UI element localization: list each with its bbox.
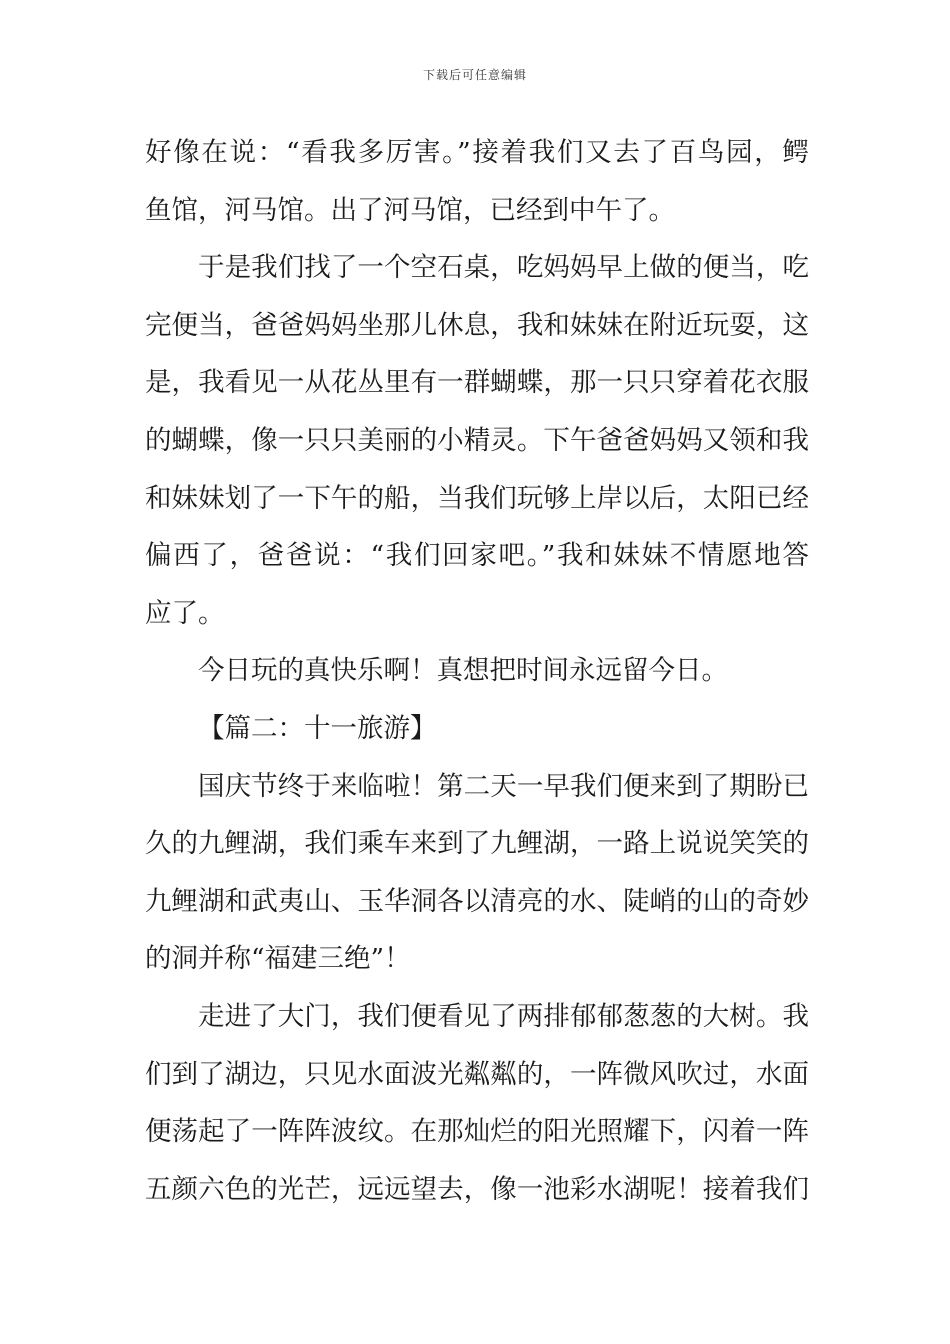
- text-line: 完便当，爸爸妈妈坐那儿休息，我和妹妹在附近玩耍，这: [145, 309, 809, 341]
- page-header: 下载后可任意编辑: [422, 68, 527, 82]
- text-line: 五颜六色的光芒，远远望去，像一池彩水湖呢！接着我们: [145, 1173, 809, 1205]
- text-line: 偏西了，爸爸说：“我们回家吧。”我和妹妹不情愿地答: [145, 540, 809, 572]
- text-line: 们到了湖边，只见水面波光粼粼的，一阵微风吹过，水面: [145, 1058, 809, 1090]
- text-line: 好像在说：“看我多厉害。”接着我们又去了百鸟园，鳄: [145, 137, 809, 168]
- text-line: 便荡起了一阵阵波纹。在那灿烂的阳光照耀下，闪着一阵: [145, 1116, 809, 1148]
- text-line: 的蝴蝶，像一只只美丽的小精灵。下午爸爸妈妈又领和我: [145, 424, 809, 456]
- text-line: 九鲤湖和武夷山、玉华洞各以清亮的水、陡峭的山的奇妙: [145, 885, 809, 917]
- text-line: 久的九鲤湖，我们乘车来到了九鲤湖，一路上说说笑笑的: [145, 828, 809, 860]
- text-line: 国庆节终于来临啦！第二天一早我们便来到了期盼已: [198, 770, 809, 802]
- document-body: [145, 124, 809, 1218]
- text-line: 是，我看见一从花丛里有一群蝴蝶，那一只只穿着花衣服: [145, 367, 809, 399]
- text-line: 的洞并称“福建三绝”！: [145, 943, 411, 975]
- text-line: 和妹妹划了一下午的船，当我们玩够上岸以后，太阳已经: [145, 482, 809, 514]
- text-line: 鱼馆，河马馆。出了河马馆，已经到中午了。: [145, 194, 675, 226]
- text-line: 【篇二：十一旅游】: [198, 712, 437, 744]
- text-line: 应了。: [145, 597, 225, 629]
- text-line: 走进了大门，我们便看见了两排郁郁葱葱的大树。我: [198, 1000, 809, 1032]
- text-line: 于是我们找了一个空石桌，吃妈妈早上做的便当，吃: [198, 252, 809, 284]
- text-line: 今日玩的真快乐啊！真想把时间永远留今日。: [198, 655, 728, 687]
